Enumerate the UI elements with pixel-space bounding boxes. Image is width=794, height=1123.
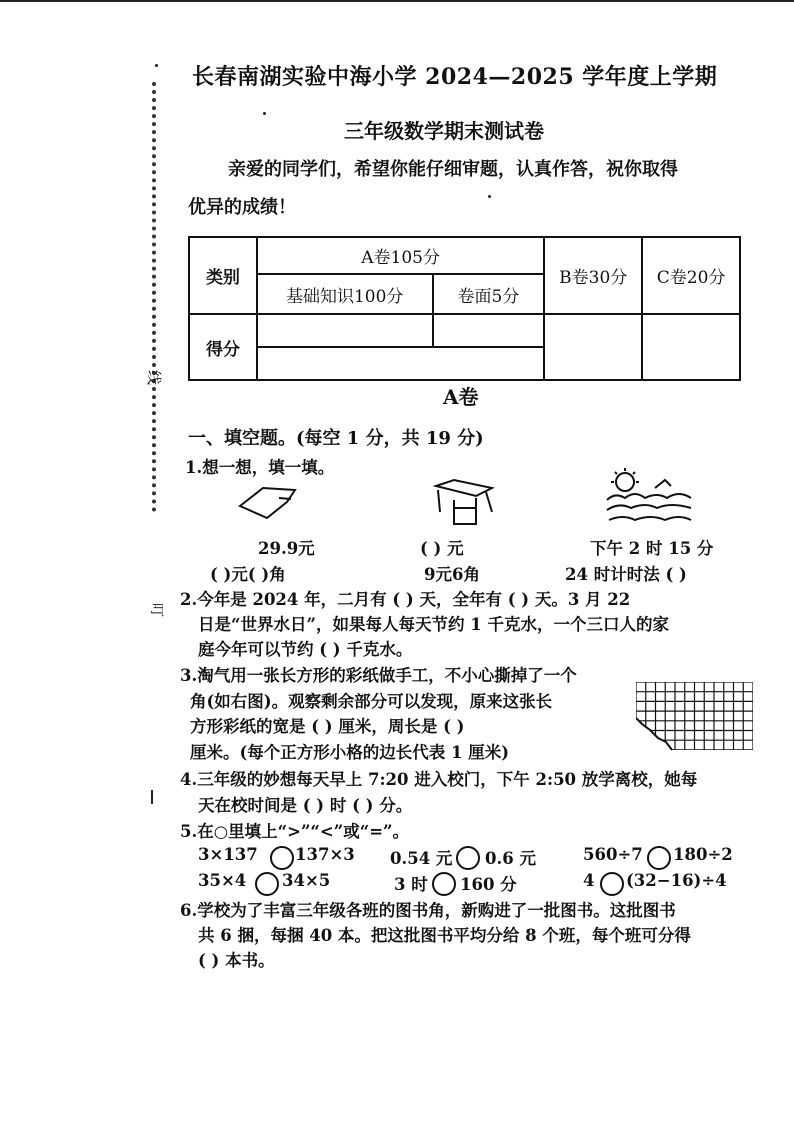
q1-answer3[interactable]: 24 时计时法 ( ) bbox=[565, 565, 687, 584]
margin-mark: 叮 bbox=[148, 603, 164, 617]
speck bbox=[155, 64, 158, 67]
category-label: 类别 bbox=[189, 237, 257, 314]
q4-line1: 4.三年级的妙想每天早上 7:20 进入校门，下午 2:50 放学离校，她每 bbox=[180, 770, 698, 789]
c-total-header: C卷20分 bbox=[642, 237, 740, 314]
q1-item2-value: ( ) 元 bbox=[420, 539, 464, 558]
q3-line2: 角(如右图)。观察剩余部分可以发现，原来这张长 bbox=[190, 692, 553, 711]
q2-line1: 2.今年是 2024 年，二月有 ( ) 天，全年有 ( ) 天。3 月 22 bbox=[180, 590, 631, 609]
compare-circle[interactable] bbox=[647, 846, 671, 870]
exam-subtitle: 三年级数学期末测试卷 bbox=[344, 119, 544, 143]
binding-label: 线 bbox=[145, 369, 164, 386]
q6-line2: 共 6 捆，每捆 40 本。把这批图书平均分给 8 个班，每个班可分得 bbox=[198, 926, 691, 945]
a-total-score-cell[interactable] bbox=[257, 347, 544, 380]
compare-circle[interactable] bbox=[600, 872, 624, 896]
score-label: 得分 bbox=[189, 314, 257, 380]
q3-line3: 方形彩纸的宽是 ( ) 厘米，周长是 ( ) bbox=[190, 717, 465, 736]
q2-line2: 日是“世界水日”，如果每人每天节约 1 千克水，一个三口人的家 bbox=[198, 615, 669, 634]
q5-r4-right: 34×5 bbox=[282, 871, 331, 890]
greeting-line-1: 亲爱的同学们，希望你能仔细审题，认真作答，祝你取得 bbox=[228, 159, 678, 180]
sun-landscape-icon bbox=[605, 468, 695, 530]
q5-r3-right: 180÷2 bbox=[673, 845, 733, 864]
q5-heading: 5.在○里填上“>”“<”或“=”。 bbox=[180, 822, 410, 841]
q6-line3: ( ) 本书。 bbox=[198, 951, 275, 970]
pencil-box-icon bbox=[235, 480, 310, 525]
q5-r5-left: 3 时 bbox=[394, 875, 428, 894]
q4-line2: 天在校时间是 ( ) 时 ( ) 分。 bbox=[198, 796, 413, 815]
q5-r2-right: 0.6 元 bbox=[485, 849, 536, 868]
a-neat-score-cell[interactable] bbox=[433, 314, 545, 347]
page-top-border bbox=[0, 0, 794, 2]
a-basic-header: 基础知识100分 bbox=[257, 274, 433, 314]
q5-r6-right: (32−16)÷4 bbox=[626, 871, 727, 890]
q1-item3-value: 下午 2 时 15 分 bbox=[590, 539, 714, 558]
torn-grid-paper-figure bbox=[636, 682, 754, 752]
b-total-header: B卷30分 bbox=[544, 237, 642, 314]
q2-line3: 庭今年可以节约 ( ) 千克水。 bbox=[198, 640, 413, 659]
score-table bbox=[188, 236, 741, 381]
q6-line1: 6.学校为了丰富三年级各班的图书角，新购进了一批图书。这批图书 bbox=[180, 901, 676, 920]
stool-icon bbox=[430, 478, 498, 528]
speck bbox=[488, 195, 491, 198]
q1-answer2: 9元6角 bbox=[424, 565, 480, 584]
q5-r4-left: 35×4 bbox=[198, 871, 247, 890]
q5-r6-left: 4 bbox=[583, 871, 595, 890]
q5-r1-right: 137×3 bbox=[295, 845, 355, 864]
compare-circle[interactable] bbox=[432, 872, 456, 896]
a-neat-header: 卷面5分 bbox=[433, 274, 545, 314]
q1-answer1[interactable]: ( )元( )角 bbox=[210, 565, 286, 584]
q5-r1-left: 3×137 bbox=[198, 845, 258, 864]
section-a-title: A卷 bbox=[443, 385, 479, 409]
page-title: 长春南湖实验中海小学 2024—2025 学年度上学期 bbox=[192, 64, 718, 90]
q5-r5-right: 160 分 bbox=[460, 875, 517, 894]
compare-circle[interactable] bbox=[255, 872, 279, 896]
c-score-cell[interactable] bbox=[642, 314, 740, 380]
q5-r3-left: 560÷7 bbox=[583, 845, 643, 864]
b-score-cell[interactable] bbox=[544, 314, 642, 380]
compare-circle[interactable] bbox=[270, 846, 294, 870]
a-basic-score-cell[interactable] bbox=[257, 314, 433, 347]
q3-line4: 厘米。(每个正方形小格的边长代表 1 厘米) bbox=[190, 743, 510, 762]
greeting-line-2: 优异的成绩！ bbox=[188, 197, 296, 218]
q3-line1: 3.淘气用一张长方形的彩纸做手工，不小心撕掉了一个 bbox=[180, 666, 577, 685]
speck bbox=[263, 112, 266, 115]
part1-heading: 一、填空题。(每空 1 分，共 19 分) bbox=[188, 428, 484, 449]
a-total-header: A卷105分 bbox=[257, 237, 544, 274]
q5-r2-left: 0.54 元 bbox=[390, 849, 453, 868]
margin-tick bbox=[151, 790, 153, 804]
q1-text: 1.想一想，填一填。 bbox=[185, 458, 335, 477]
binding-dotted-line bbox=[152, 82, 156, 512]
q1-item1-value: 29.9元 bbox=[258, 539, 315, 558]
compare-circle[interactable] bbox=[456, 846, 480, 870]
